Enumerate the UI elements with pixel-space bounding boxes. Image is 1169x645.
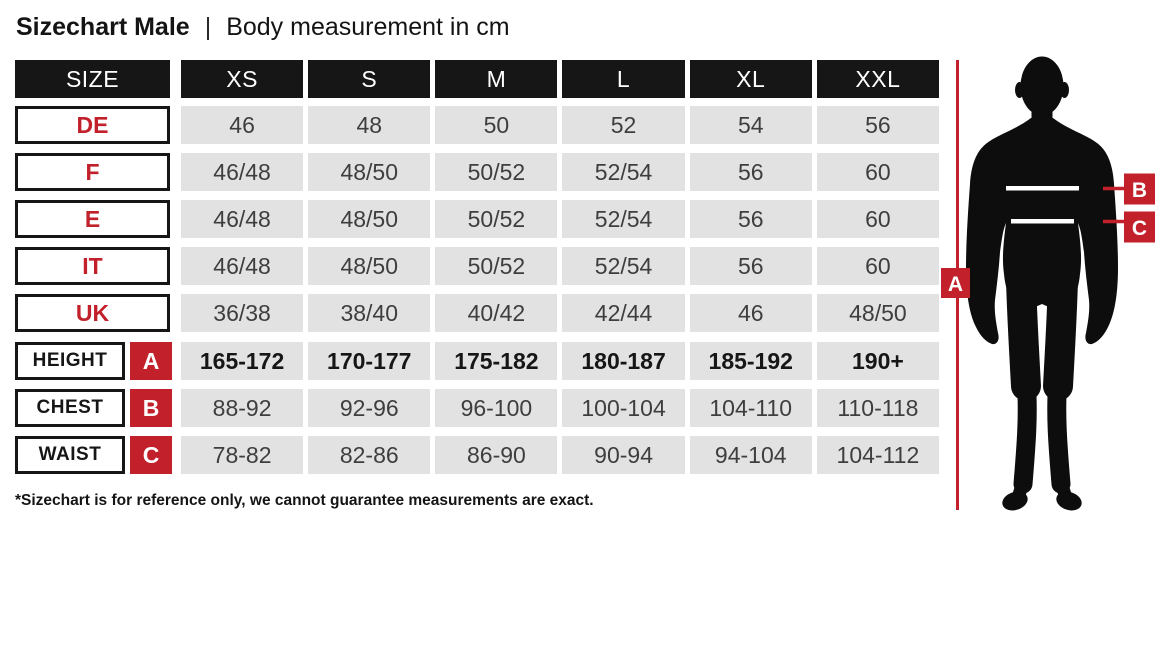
cell-it-xs: 46/48	[181, 247, 303, 285]
cell-f-m: 50/52	[435, 153, 557, 191]
row-label-waist-wrap	[15, 436, 172, 474]
chest-measure-line	[1006, 186, 1079, 191]
cell-chest-xs: 88-92	[181, 389, 303, 427]
cell-e-s: 48/50	[308, 200, 430, 238]
cell-it-xxl: 60	[817, 247, 939, 285]
cell-waist-xs: 78-82	[181, 436, 303, 474]
waist-letter-badge: C	[130, 436, 172, 474]
male-feet	[1000, 488, 1084, 513]
cell-e-m: 50/52	[435, 200, 557, 238]
cell-it-m: 50/52	[435, 247, 557, 285]
title-main: Sizechart Male	[16, 13, 190, 41]
figure-waist-letter: C	[1131, 217, 1148, 240]
size-table	[15, 60, 939, 483]
cell-chest-xl: 104-110	[690, 389, 812, 427]
waist-measure-line	[1011, 219, 1074, 224]
cell-height-xs: 165-172	[181, 342, 303, 380]
cell-waist-xl: 94-104	[690, 436, 812, 474]
cell-chest-xxl: 110-118	[817, 389, 939, 427]
row-label-height: HEIGHT	[15, 342, 125, 380]
title-subtitle: Body measurement in cm	[226, 13, 510, 41]
cell-uk-xs: 36/38	[181, 294, 303, 332]
header-cell-size: SIZE	[15, 60, 170, 98]
table-row-chest	[15, 389, 939, 427]
cell-f-xl: 56	[690, 153, 812, 191]
row-label-waist: WAIST	[15, 436, 125, 474]
table-header-row	[15, 60, 939, 98]
cell-height-xl: 185-192	[690, 342, 812, 380]
figure-waist-badge	[1124, 212, 1155, 243]
cell-height-m: 175-182	[435, 342, 557, 380]
cell-de-l: 52	[562, 106, 684, 144]
cell-chest-s: 92-96	[308, 389, 430, 427]
figure-height-badge	[941, 268, 970, 298]
cell-uk-xxl: 48/50	[817, 294, 939, 332]
cell-chest-m: 96-100	[435, 389, 557, 427]
cell-e-l: 52/54	[562, 200, 684, 238]
cell-e-xxl: 60	[817, 200, 939, 238]
row-label-chest: CHEST	[15, 389, 125, 427]
figure-height-letter: A	[947, 273, 964, 296]
cell-f-xxl: 60	[817, 153, 939, 191]
title-separator: |	[204, 13, 212, 41]
cell-waist-s: 82-86	[308, 436, 430, 474]
cell-uk-s: 38/40	[308, 294, 430, 332]
cell-waist-m: 86-90	[435, 436, 557, 474]
table-row-waist	[15, 436, 939, 474]
cell-waist-l: 90-94	[562, 436, 684, 474]
chest-letter-badge: B	[130, 389, 172, 427]
row-label-f: F	[15, 153, 170, 191]
row-label-e: E	[15, 200, 170, 238]
row-label-chest-wrap	[15, 389, 172, 427]
cell-de-m: 50	[435, 106, 557, 144]
cell-f-l: 52/54	[562, 153, 684, 191]
row-label-height-wrap	[15, 342, 172, 380]
cell-it-s: 48/50	[308, 247, 430, 285]
cell-height-xxl: 190+	[817, 342, 939, 380]
cell-e-xl: 56	[690, 200, 812, 238]
table-row-height	[15, 342, 939, 380]
cell-uk-l: 42/44	[562, 294, 684, 332]
row-label-it: IT	[15, 247, 170, 285]
header-cell-m: M	[435, 60, 557, 98]
page-title	[16, 13, 510, 42]
height-letter-badge: A	[130, 342, 172, 380]
male-silhouette-svg	[935, 50, 1169, 530]
table-row-uk	[15, 294, 939, 332]
cell-uk-xl: 46	[690, 294, 812, 332]
figure-chest-badge	[1124, 174, 1155, 205]
cell-uk-m: 40/42	[435, 294, 557, 332]
cell-height-s: 170-177	[308, 342, 430, 380]
cell-it-l: 52/54	[562, 247, 684, 285]
cell-de-xs: 46	[181, 106, 303, 144]
male-legs	[1018, 280, 1066, 498]
table-row-e	[15, 200, 939, 238]
cell-chest-l: 100-104	[562, 389, 684, 427]
footnote: *Sizechart is for reference only, we cannot guarantee measurements are exact.	[15, 492, 594, 509]
row-label-de: DE	[15, 106, 170, 144]
header-cell-xs: XS	[181, 60, 303, 98]
cell-de-s: 48	[308, 106, 430, 144]
male-body-silhouette	[966, 57, 1118, 345]
male-silhouette-figure	[935, 50, 1169, 530]
table-row-de	[15, 106, 939, 144]
header-cell-l: L	[562, 60, 684, 98]
row-label-uk: UK	[15, 294, 170, 332]
cell-f-s: 48/50	[308, 153, 430, 191]
cell-height-l: 180-187	[562, 342, 684, 380]
header-cell-xxl: XXL	[817, 60, 939, 98]
cell-it-xl: 56	[690, 247, 812, 285]
header-cell-xl: XL	[690, 60, 812, 98]
table-row-it	[15, 247, 939, 285]
cell-f-xs: 46/48	[181, 153, 303, 191]
cell-waist-xxl: 104-112	[817, 436, 939, 474]
table-row-f	[15, 153, 939, 191]
cell-de-xl: 54	[690, 106, 812, 144]
cell-de-xxl: 56	[817, 106, 939, 144]
header-cell-s: S	[308, 60, 430, 98]
figure-chest-letter: B	[1131, 179, 1148, 202]
cell-e-xs: 46/48	[181, 200, 303, 238]
